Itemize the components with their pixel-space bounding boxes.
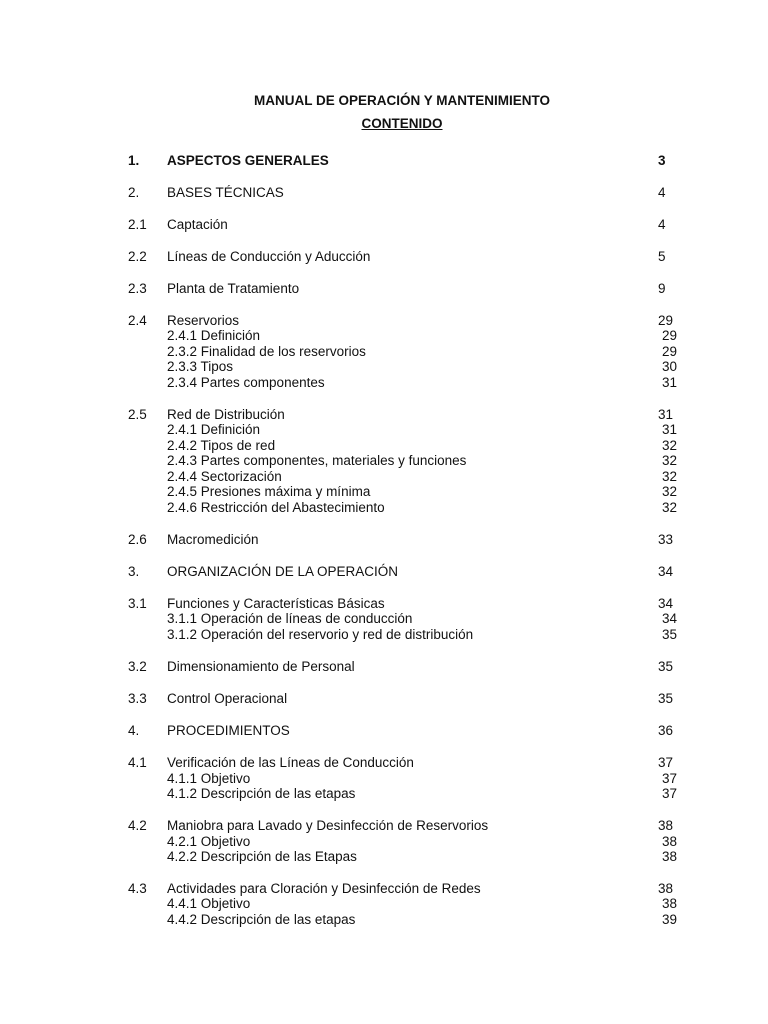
toc-subentry — [0, 786, 768, 802]
toc-entry-number: 2.4 — [128, 313, 147, 328]
toc-entry-number: 3.2 — [128, 659, 147, 674]
toc-entry-title: Verificación de las Líneas de Conducción — [167, 755, 414, 770]
toc-entry-page: 3 — [658, 153, 666, 168]
toc-entry-page: 38 — [662, 834, 678, 849]
toc-entry-number: 4.3 — [128, 881, 147, 896]
toc-entry-number: 1. — [128, 153, 140, 168]
toc-entry — [0, 153, 768, 169]
toc-entry — [0, 532, 768, 548]
toc-entry-title: ORGANIZACIÓN DE LA OPERACIÓN — [167, 564, 399, 579]
toc-subentry — [0, 344, 768, 360]
toc-entry — [0, 596, 768, 612]
toc-subentry — [0, 359, 768, 375]
toc-entry-title: Planta de Tratamiento — [167, 281, 300, 296]
toc-entry-title: 3.1.1 Operación de líneas de conducción — [167, 611, 413, 626]
toc-entry-page: 36 — [658, 723, 674, 738]
toc-subentry — [0, 500, 768, 516]
toc-entry-title: 4.4.2 Descripción de las etapas — [167, 912, 356, 927]
toc-entry-page: 33 — [658, 532, 674, 547]
toc-entry-page: 29 — [658, 313, 674, 328]
toc-entry-page: 5 — [658, 249, 666, 264]
toc-entry-number: 2.5 — [128, 407, 147, 422]
toc-subentry — [0, 438, 768, 454]
toc-entry-page: 35 — [658, 659, 674, 674]
toc-entry — [0, 185, 768, 201]
toc-entry — [0, 723, 768, 739]
toc-entry-page: 32 — [662, 500, 678, 515]
toc-subentry — [0, 627, 768, 643]
toc-entry-title: 2.4.6 Restricción del Abastecimiento — [167, 500, 385, 515]
toc-entry-number: 2.6 — [128, 532, 147, 547]
toc-entry-title: Líneas de Conducción y Aducción — [167, 249, 371, 264]
toc-entry-title: 2.4.5 Presiones máxima y mínima — [167, 484, 371, 499]
toc-entry-page: 9 — [658, 281, 666, 296]
toc-entry-title: 4.1.1 Objetivo — [167, 771, 251, 786]
toc-entry — [0, 313, 768, 329]
toc-subentry — [0, 912, 768, 928]
toc-entry-page: 38 — [658, 881, 674, 896]
toc-entry-title: Captación — [167, 217, 228, 232]
toc-entry-page: 31 — [662, 375, 678, 390]
toc-entry-number: 3.1 — [128, 596, 147, 611]
toc-entry-page: 39 — [662, 912, 678, 927]
toc-subentry — [0, 422, 768, 438]
toc-entry-title: ASPECTOS GENERALES — [167, 153, 329, 168]
toc-entry-title: 2.4.2 Tipos de red — [167, 438, 276, 453]
toc-entry-title: 4.1.2 Descripción de las etapas — [167, 786, 356, 801]
toc-entry-page: 38 — [658, 818, 674, 833]
toc-entry — [0, 881, 768, 897]
toc-entry-title: Dimensionamiento de Personal — [167, 659, 355, 674]
toc-entry-title: Reservorios — [167, 313, 240, 328]
toc-entry — [0, 281, 768, 297]
toc-entry-page: 32 — [662, 453, 678, 468]
toc-entry-page: 31 — [662, 422, 678, 437]
toc-entry-title: 2.4.1 Definición — [167, 328, 261, 343]
toc-entry-page: 38 — [662, 896, 678, 911]
toc-subentry — [0, 611, 768, 627]
toc-entry — [0, 755, 768, 771]
toc-entry-number: 2. — [128, 185, 140, 200]
toc-entry-page: 30 — [662, 359, 678, 374]
toc-entry-title: Actividades para Cloración y Desinfección de Redes — [167, 881, 481, 896]
toc-subentry — [0, 771, 768, 787]
toc-entry — [0, 407, 768, 423]
toc-entry-page: 34 — [662, 611, 678, 626]
toc-subentry — [0, 834, 768, 850]
toc-entry-title: 4.4.1 Objetivo — [167, 896, 251, 911]
toc-entry-number: 4.2 — [128, 818, 147, 833]
toc-entry-title: 2.3.4 Partes componentes — [167, 375, 325, 390]
toc-entry-number: 4. — [128, 723, 140, 738]
toc-entry-page: 4 — [658, 185, 666, 200]
toc-subentry — [0, 484, 768, 500]
toc-entry-title: Macromedición — [167, 532, 259, 547]
toc-entry-title: 2.4.3 Partes componentes, materiales y funciones — [167, 453, 467, 468]
toc-entry-page: 37 — [662, 771, 678, 786]
toc-entry-title: 2.3.3 Tipos — [167, 359, 234, 374]
toc-entry-page: 29 — [662, 344, 678, 359]
page-subtitle: CONTENIDO — [361, 116, 443, 131]
toc-entry-title: Maniobra para Lavado y Desinfección de Reservorios — [167, 818, 489, 833]
toc-entry-number: 2.3 — [128, 281, 147, 296]
toc-subentry — [0, 469, 768, 485]
toc-entry-page: 32 — [662, 469, 678, 484]
toc-subentry — [0, 328, 768, 344]
toc-entry-page: 35 — [658, 691, 674, 706]
toc-entry — [0, 217, 768, 233]
toc-entry — [0, 818, 768, 834]
page-title: MANUAL DE OPERACIÓN Y MANTENIMIENTO — [253, 93, 551, 108]
toc-entry — [0, 564, 768, 580]
toc-entry-page: 4 — [658, 217, 666, 232]
toc-entry-number: 3. — [128, 564, 140, 579]
toc-subentry — [0, 375, 768, 391]
toc-entry-number: 4.1 — [128, 755, 147, 770]
toc-entry-page: 32 — [662, 484, 678, 499]
toc-entry — [0, 659, 768, 675]
toc-entry — [0, 691, 768, 707]
toc-entry — [0, 249, 768, 265]
toc-entry-page: 37 — [658, 755, 674, 770]
toc-entry-title: 2.3.2 Finalidad de los reservorios — [167, 344, 366, 359]
toc-entry-title: 2.4.4 Sectorización — [167, 469, 282, 484]
toc-entry-number: 3.3 — [128, 691, 147, 706]
toc-entry-title: 4.2.2 Descripción de las Etapas — [167, 849, 357, 864]
toc-entry-number: 2.1 — [128, 217, 147, 232]
toc-entry-title: Control Operacional — [167, 691, 288, 706]
toc-entry-page: 34 — [658, 596, 674, 611]
toc-entry-number: 2.2 — [128, 249, 147, 264]
toc-entry-page: 34 — [658, 564, 674, 579]
toc-entry-title: BASES TÉCNICAS — [167, 185, 284, 200]
toc-entry-title: Funciones y Características Básicas — [167, 596, 385, 611]
toc-entry-page: 37 — [662, 786, 678, 801]
toc-entry-title: Red de Distribución — [167, 407, 285, 422]
toc-entry-title: 4.2.1 Objetivo — [167, 834, 251, 849]
toc-entry-page: 29 — [662, 328, 678, 343]
toc-entry-page: 35 — [662, 627, 678, 642]
toc-entry-title: 3.1.2 Operación del reservorio y red de distribución — [167, 627, 474, 642]
toc-entry-title: 2.4.1 Definición — [167, 422, 261, 437]
toc-subentry — [0, 849, 768, 865]
toc-subentry — [0, 896, 768, 912]
toc-entry-title: PROCEDIMIENTOS — [167, 723, 290, 738]
toc-entry-page: 38 — [662, 849, 678, 864]
toc-entry-page: 32 — [662, 438, 678, 453]
toc-entry-page: 31 — [658, 407, 674, 422]
toc-subentry — [0, 453, 768, 469]
